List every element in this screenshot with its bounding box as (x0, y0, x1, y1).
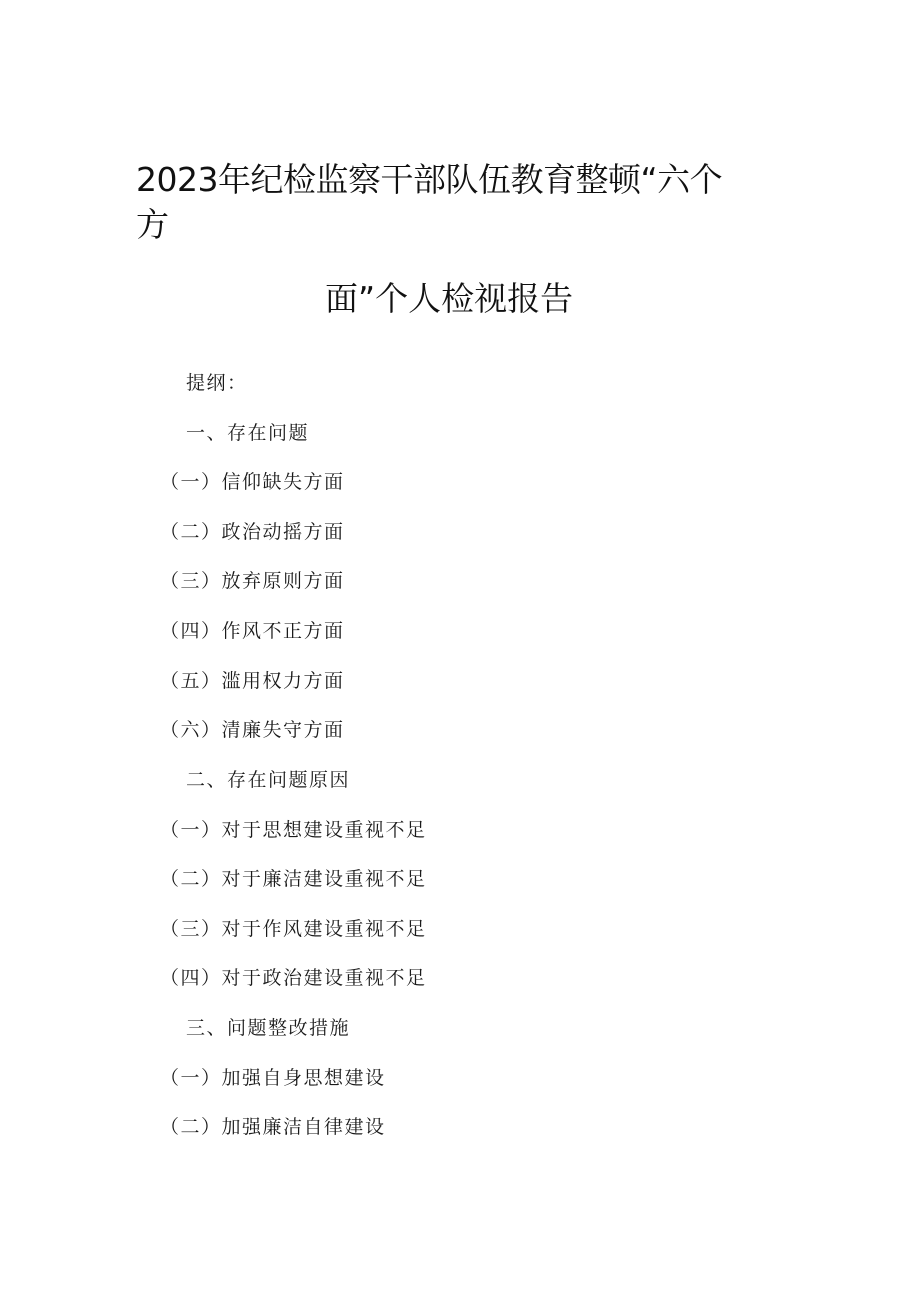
section-1-item: （四）作风不正方面 (160, 620, 345, 642)
document-title-line-3: 面”个人检视报告 (325, 279, 574, 318)
section-3-item: （二）加强廉洁自律建设 (160, 1116, 386, 1138)
section-1-item: （六）清廉失守方面 (160, 719, 345, 741)
section-2-item: （四）对于政治建设重视不足 (160, 967, 427, 989)
section-heading-1: 一、存在问题 (186, 422, 310, 444)
section-heading-2: 二、存在问题原因 (186, 769, 351, 791)
document-title-line-1: 2023年纪检监察干部队伍教育整顿“六个 (136, 160, 723, 199)
section-2-item: （三）对于作风建设重视不足 (160, 918, 427, 940)
section-1-item: （二）政治动摇方面 (160, 521, 345, 543)
section-1-item: （三）放弃原则方面 (160, 570, 345, 592)
section-1-item: （一）信仰缺失方面 (160, 471, 345, 493)
document-title-line-2: 方 (136, 205, 169, 244)
outline-label: 提纲： (186, 372, 248, 394)
section-2-item: （一）对于思想建设重视不足 (160, 819, 427, 841)
section-heading-3: 三、问题整改措施 (186, 1017, 351, 1039)
section-1-item: （五）滥用权力方面 (160, 670, 345, 692)
section-3-item: （一）加强自身思想建设 (160, 1067, 386, 1089)
section-2-item: （二）对于廉洁建设重视不足 (160, 868, 427, 890)
